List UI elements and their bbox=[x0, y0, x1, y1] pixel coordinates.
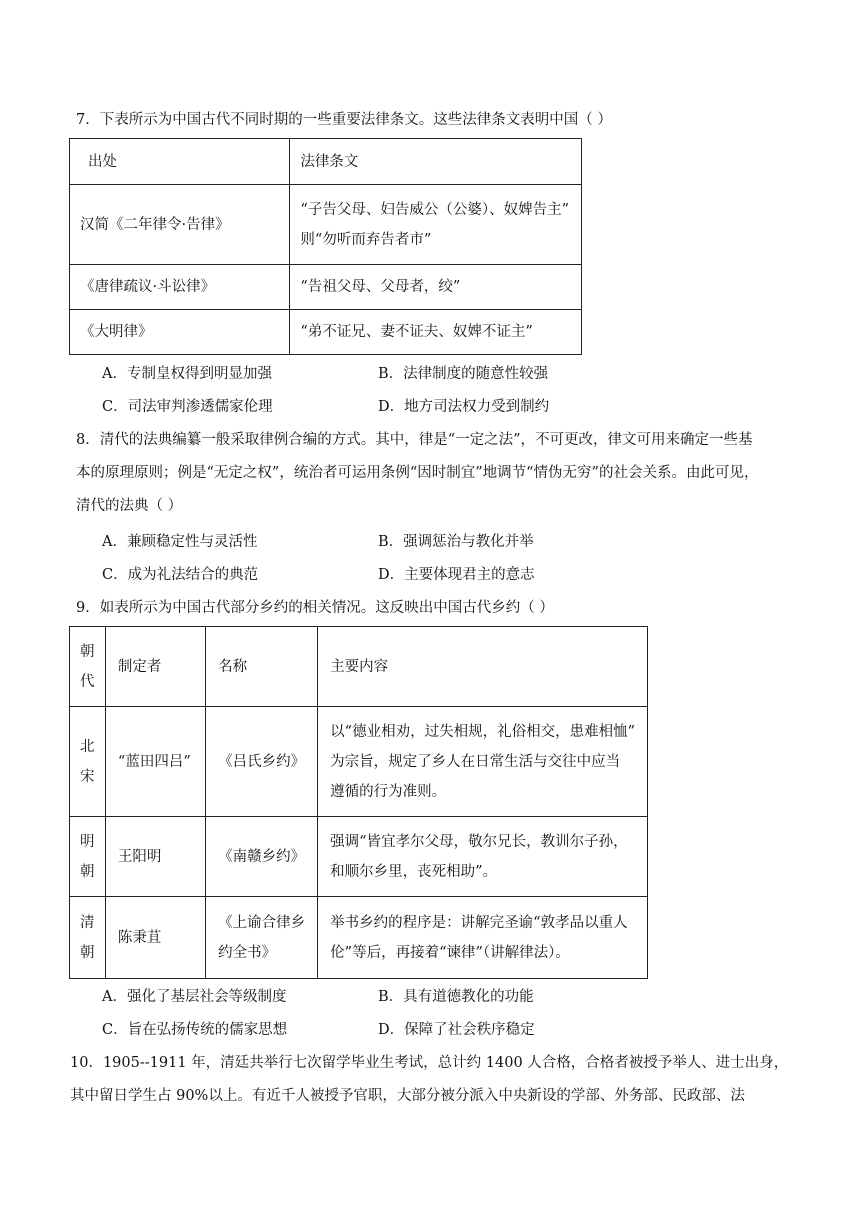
q9-row2-dynasty: 明 朝 bbox=[70, 817, 106, 897]
q7-row1-text: “子告父母、妇告威公（公婆）、奴婢告主” 则“勿听而弃告者市” bbox=[290, 185, 582, 265]
q9-row3-name: 《上谕合律乡 约全书》 bbox=[206, 897, 318, 979]
q7-option-b[interactable]: B．法律制度的随意性较强 bbox=[378, 366, 549, 382]
q10-line-1: 10．1905--1911 年，清廷共举行七次留学毕业生考试，总计约 1400 人合格，合格者被授予举人、进士出身， bbox=[70, 1055, 789, 1071]
table-row bbox=[70, 310, 582, 355]
q8-option-a[interactable]: A．兼顾稳定性与灵活性 bbox=[102, 534, 258, 550]
q7-row3-text: “弟不证兄、妻不证夫、奴婢不证主” bbox=[290, 310, 582, 355]
q9-option-b[interactable]: B．具有道德教化的功能 bbox=[378, 989, 534, 1005]
q7-law-table bbox=[69, 138, 582, 355]
q9-header-content: 主要内容 bbox=[318, 627, 648, 707]
q9-row3-dynasty: 清 朝 bbox=[70, 897, 106, 979]
q9-row2-author: 王阳明 bbox=[105, 817, 205, 897]
q7-option-d[interactable]: D．地方司法权力受到制约 bbox=[378, 399, 550, 415]
q9-option-a[interactable]: A．强化了基层社会等级制度 bbox=[102, 989, 287, 1005]
table-row bbox=[70, 265, 582, 310]
q8-line-2: 本的原理原则；例是“无定之权”，统治者可运用条例“因时制宜”地调节“情伪无穷”的社会关系。由此可见， bbox=[76, 465, 759, 481]
table-row bbox=[70, 707, 648, 817]
q7-row2-text: “告祖父母、父母者，绞” bbox=[290, 265, 582, 310]
q9-row3-content: 举书乡约的程序是：讲解完圣谕“敦孝品以重人 伦”等后，再接着“谏律”（讲解律法）。 bbox=[318, 897, 648, 979]
q7-stem: 7．下表所示为中国古代不同时期的一些重要法律条文。这些法律条文表明中国（ ） bbox=[76, 112, 612, 128]
q9-row1-dynasty: 北 宋 bbox=[70, 707, 106, 817]
table-row bbox=[70, 817, 648, 897]
q7-option-c[interactable]: C．司法审判渗透儒家伦理 bbox=[102, 399, 273, 415]
q8-option-b[interactable]: B．强调惩治与教化并举 bbox=[378, 534, 534, 550]
q9-option-c[interactable]: C．旨在弘扬传统的儒家思想 bbox=[102, 1022, 288, 1038]
table-row bbox=[70, 897, 648, 979]
q9-header-dynasty: 朝 代 bbox=[70, 627, 106, 707]
q7-row1-source: 汉简《二年律令·告律》 bbox=[70, 185, 290, 265]
q9-row2-name: 《南赣乡约》 bbox=[206, 817, 318, 897]
q9-header-author: 制定者 bbox=[105, 627, 205, 707]
table-row bbox=[70, 185, 582, 265]
q8-option-d[interactable]: D．主要体现君主的意志 bbox=[378, 567, 535, 583]
q7-header-text: 法律条文 bbox=[290, 139, 582, 185]
q9-row1-name: 《吕氏乡约》 bbox=[206, 707, 318, 817]
q7-row3-source: 《大明律》 bbox=[70, 310, 290, 355]
q9-xiangyue-table bbox=[69, 626, 648, 979]
q7-option-a[interactable]: A．专制皇权得到明显加强 bbox=[102, 366, 272, 382]
q9-row2-content: 强调“皆宜孝尔父母，敬尔兄长，教训尔子孙， 和顺尔乡里，丧死相助”。 bbox=[318, 817, 648, 897]
q9-option-d[interactable]: D．保障了社会秩序稳定 bbox=[378, 1022, 535, 1038]
q8-option-c[interactable]: C．成为礼法结合的典范 bbox=[102, 567, 259, 583]
q8-line-3: 清代的法典（ ） bbox=[76, 498, 183, 514]
q9-row1-author: “蓝田四吕” bbox=[105, 707, 205, 817]
q9-stem: 9．如表所示为中国古代部分乡约的相关情况。这反映出中国古代乡约（ ） bbox=[76, 600, 554, 616]
q9-row1-content: 以“德业相劝，过失相规，礼俗相交，患难相恤” 为宗旨，规定了乡人在日常生活与交往中应当 遵循的行为准则。 bbox=[318, 707, 648, 817]
q9-header-name: 名称 bbox=[206, 627, 318, 707]
q7-row2-source: 《唐律疏议·斗讼律》 bbox=[70, 265, 290, 310]
q9-row3-author: 陈秉苴 bbox=[105, 897, 205, 979]
q10-line-2: 其中留日学生占 90%以上。有近千人被授予官职，大部分被分派入中央新设的学部、外务部、民政部、法 bbox=[70, 1088, 745, 1104]
q7-header-source: 出处 bbox=[70, 139, 290, 185]
q8-line-1: 8．清代的法典编纂一般采取律例合编的方式。其中，律是“一定之法”，不可更改，律文可用来确定一些基 bbox=[76, 432, 753, 448]
